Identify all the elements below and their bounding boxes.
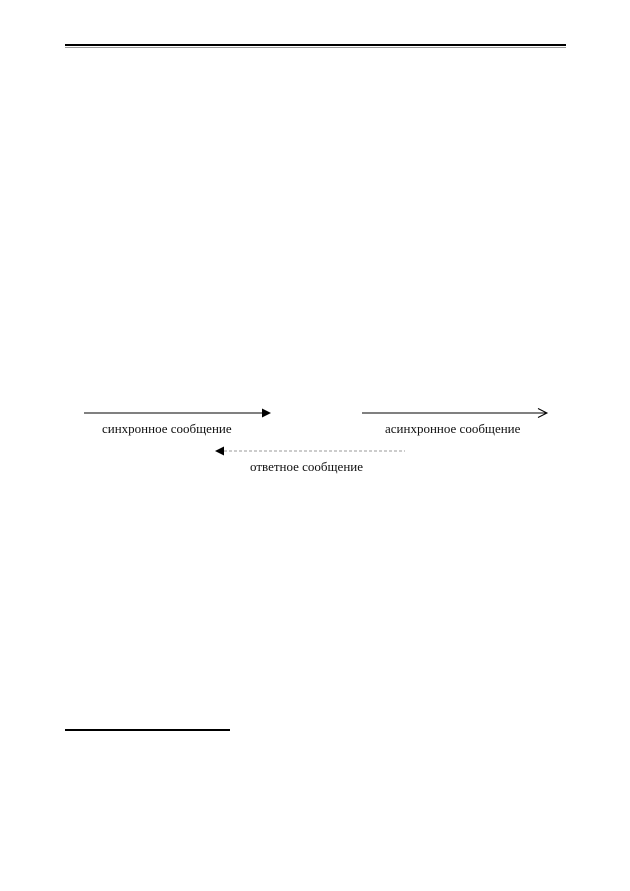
sync-message-label: синхронное сообщение [102, 421, 232, 436]
async-message-label: асинхронное сообщение [385, 421, 521, 436]
reply-message-arrow [215, 447, 405, 456]
reply-message-label: ответное сообщение [250, 459, 364, 474]
footnote-separator-rule [65, 729, 230, 731]
async-message-arrow [362, 409, 547, 418]
reply-filled-arrowhead-icon [215, 447, 224, 456]
sync-message-arrow [84, 409, 271, 418]
sync-filled-arrowhead-icon [262, 409, 271, 418]
